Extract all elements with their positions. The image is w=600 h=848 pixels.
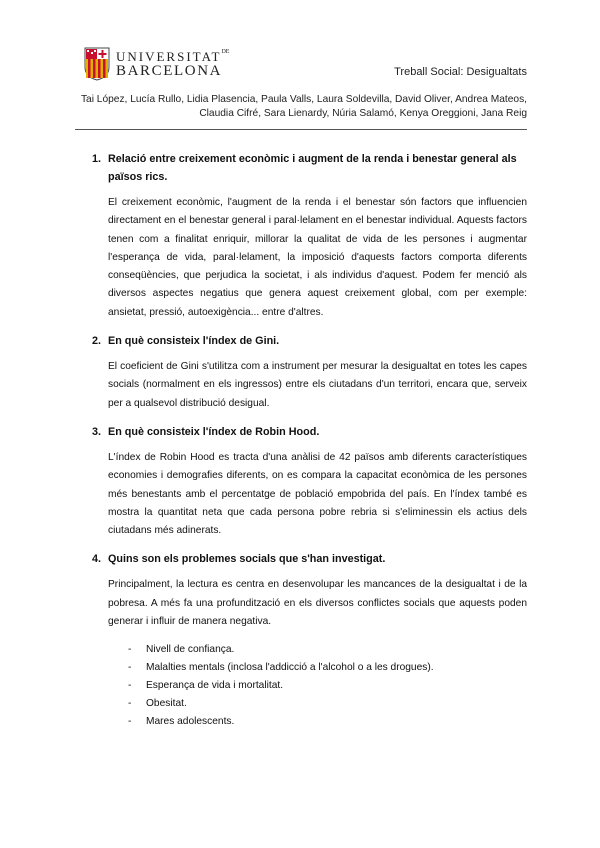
list-item-text: Malalties mentals (inclosa l'addicció a l'alcohol o a les drogues).	[146, 662, 434, 674]
section-paragraph: L'índex de Robin Hood es tracta d'una anàlisi de 42 països amb diferents característiques economies i demografies diferents, on es compara la capacitat econòmica de les persones més benestants amb el percentatge de població empobrida del país. En l'índex també es mostra la quantitat neta que cada persona pobre rebria si s'eliminessin els actius dels ciutadans més adinerats.	[108, 451, 527, 537]
section-3	[92, 423, 527, 540]
section-title: Quins son els problemes socials que s'han investigat.	[108, 553, 386, 566]
list-item	[128, 659, 527, 677]
university-logo	[84, 47, 234, 83]
list-item	[128, 677, 527, 695]
section-number: 1.	[92, 153, 102, 165]
list-item-text: Mares adolescents.	[146, 716, 235, 728]
section-number: 2.	[92, 335, 102, 348]
section-title: En què consisteix l'índex de Gini.	[108, 335, 280, 348]
section-2	[92, 332, 527, 413]
list-item-text: Esperança de vida i mortalitat.	[146, 680, 284, 692]
university-crest-icon	[84, 47, 110, 81]
list-dash: -	[128, 716, 132, 728]
section-heading	[92, 423, 527, 441]
section-1	[92, 150, 527, 322]
section-number: 4.	[92, 553, 102, 566]
section-title: En què consisteix l'índex de Robin Hood.	[108, 425, 320, 438]
list-dash: -	[128, 662, 132, 674]
university-name-top: $UNIVERSITAT^{DE}$	[116, 49, 230, 64]
list-dash: -	[128, 644, 132, 656]
section-4	[92, 550, 527, 731]
list-item	[128, 713, 527, 731]
university-name-de: DE	[221, 49, 230, 55]
problems-list	[128, 641, 527, 731]
section-heading	[92, 550, 527, 568]
list-item-text: Obesitat.	[146, 698, 187, 710]
list-dash: -	[128, 680, 132, 692]
document-body	[92, 150, 527, 741]
authors-list: Tai López, Lucía Rullo, Lidia Plasencia, Paula Valls, Laura Soldevilla, David Oliver, Andrea Mateos, Claudia Cifré, Sara Lienardy, Núria Salamó, Kenya Oreggioni, Jana Reig	[80, 94, 527, 119]
list-item	[128, 695, 527, 713]
section-paragraph: El creixement econòmic, l'augment de la renda i el benestar són factors que influencien directament en el benestar general i paral·lelament en el benestar individual. Aquests factors tenen com a finalitat enriquir, millorar la qualitat de vida de les persones i augmentar l'esperança de vida, paral·lelament, la imposició d'aquests factors comporta diferents conseqüències, que perjudica la societat, i als individus d'aquest. Podem fer menció als diversos aspectes negatius que genera aquest creixement global, com per exemple: ansietat, pressió, autoexigència... entre d'altres.	[108, 197, 527, 318]
document-title: Treball Social: Desigualtats	[394, 66, 527, 78]
section-number: 3.	[92, 425, 102, 438]
list-item-text: Nivell de confiança.	[146, 644, 235, 656]
university-name-bottom: BARCELONA	[116, 63, 223, 79]
header-divider	[75, 129, 527, 130]
section-heading	[92, 332, 527, 350]
section-paragraph: Principalment, la lectura es centra en desenvolupar les mancances de la desigualtat i de la pobresa. A més fa una profundització en els diversos conflictes socials que aquests poden generar i influir de manera negativa.	[108, 579, 527, 628]
list-dash: -	[128, 698, 132, 710]
section-heading	[92, 150, 527, 186]
section-paragraph: El coeficient de Gini s'utilitza com a instrument per mesurar la desigualtat en totes les capes socials (normalment en els ingressos) entre els ciutadans d'un territori, encara que, serveix per a qualsevol distribució desigual.	[108, 361, 527, 409]
section-title: Relació entre creixement econòmic i augment de la renda i benestar general als països rics.	[108, 153, 517, 183]
list-item	[128, 641, 527, 659]
